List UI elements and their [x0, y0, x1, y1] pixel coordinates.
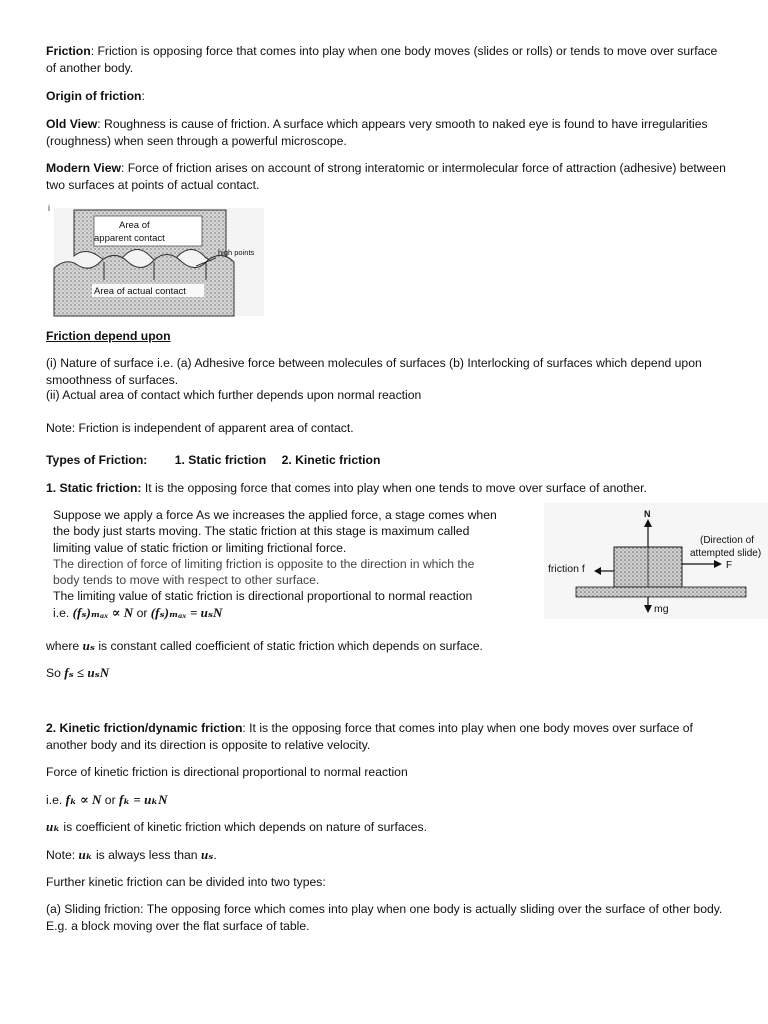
- static-formula-2: (fₛ)ₘₐₓ = uₛN: [150, 604, 223, 620]
- note-uk-pre: Note:: [46, 848, 79, 862]
- kinetic-or: or: [101, 793, 120, 807]
- static-line-1: Suppose we apply a force As we increases the applied force, a stage comes when: [53, 508, 497, 522]
- types-kinetic: 2. Kinetic friction: [281, 453, 381, 467]
- friction-definition: [46, 43, 726, 77]
- old-view-text: : Roughness is cause of friction. A surface which appears very smooth to naked eye is found to have irregularities (roughness) when seen through a powerful microscope.: [46, 117, 708, 148]
- friction-definition-text: : Friction is opposing force that comes into play when one body moves (slides or rolls) or tends to move over surface of another body.: [46, 44, 718, 75]
- contact-area-figure: [46, 200, 266, 318]
- figure-mark: i: [48, 203, 50, 213]
- uk-text: is coefficient of kinetic friction which depends on nature of surfaces.: [60, 820, 427, 834]
- static-formula-line: [53, 605, 533, 621]
- so-line: [46, 664, 726, 682]
- static-line-4: The direction of force of limiting friction is opposite to the direction in which the: [53, 556, 475, 571]
- so-pre: So: [46, 666, 65, 680]
- direction-line1: (Direction of: [700, 535, 754, 546]
- direction-line2: attempted slide): [690, 548, 762, 559]
- note-us-symbol: uₛ: [200, 847, 214, 862]
- friction-term: Friction: [46, 44, 91, 58]
- modern-view-paragraph: [46, 160, 726, 194]
- actual-contact-label: Area of actual contact: [94, 286, 186, 297]
- kinetic-proportional: Force of kinetic friction is directional proportional to normal reaction: [46, 765, 408, 779]
- where-pre: where: [46, 639, 83, 653]
- uk-symbol: uₖ: [46, 819, 61, 834]
- static-formula-1: (fₛ)ₘₐₓ ∝ N: [72, 604, 134, 620]
- modern-view-term: Modern View: [46, 161, 121, 175]
- weight-label: mg: [654, 603, 669, 615]
- origin-heading: [46, 88, 726, 105]
- origin-heading-text: Origin of friction: [46, 89, 142, 103]
- kinetic-ie: i.e.: [46, 793, 66, 807]
- kinetic-formula-1: fₖ ∝ N: [65, 792, 102, 807]
- static-friction-definition: [46, 480, 726, 497]
- apparent-contact-line2: apparent contact: [94, 233, 165, 244]
- depend-item-1: (i) Nature of surface i.e. (a) Adhesive force between molecules of surfaces (b) Interlocking of surfaces which depend upon smoothness of surfaces.: [46, 356, 702, 387]
- old-view-paragraph: [46, 116, 726, 150]
- types-static: 1. Static friction: [174, 453, 267, 467]
- static-line-5: body tends to move with respect to other surface.: [53, 573, 320, 588]
- static-inequality: fₛ ≤ uₛN: [64, 665, 110, 680]
- kinetic-text: : It is the opposing force that comes into play when one body moves over surface of another body and its direction is opposite to relative velocity.: [46, 721, 693, 752]
- static-text: It is the opposing force that comes into play when one tends to move over surface of another.: [141, 481, 647, 495]
- static-line-6: The limiting value of static friction is directional proportional to normal reaction: [53, 589, 473, 604]
- further-types: Further kinetic friction can be divided into two types:: [46, 875, 326, 889]
- note-uk-mid: is always less than: [92, 848, 201, 862]
- normal-label: N: [644, 509, 651, 519]
- static-line-3: limiting value of static friction or limiting frictional force.: [53, 540, 347, 555]
- kinetic-formula-2: fₖ = uₖN: [119, 792, 168, 807]
- kinetic-friction-definition: [46, 720, 726, 754]
- types-of-friction: [46, 452, 726, 469]
- static-heading: 1. Static friction:: [46, 481, 142, 495]
- note-uk-end: .: [213, 848, 217, 862]
- note-uk-symbol: uₖ: [78, 847, 93, 862]
- old-view-term: Old View: [46, 117, 98, 131]
- applied-force-label: F: [726, 560, 733, 571]
- static-friction-figure: [544, 503, 768, 619]
- apparent-contact-line1: Area of: [119, 220, 150, 231]
- depend-item-2: (ii) Actual area of contact which further depends upon normal reaction: [46, 388, 422, 402]
- static-line-2: the body just starts moving. The static friction at this stage is maximum called: [53, 524, 470, 539]
- kinetic-heading: 2. Kinetic friction/dynamic friction: [46, 721, 243, 735]
- where-line: [46, 637, 726, 655]
- us-symbol: uₛ: [82, 638, 95, 653]
- depend-heading-text: Friction depend upon: [46, 329, 171, 343]
- modern-view-text: : Force of friction arises on account of strong interatomic or intermolecular force of attraction (adhesive) between two surfaces at points of actual contact.: [46, 161, 726, 192]
- where-post: is constant called coefficient of static friction which depends on surface.: [94, 639, 483, 653]
- sliding-friction: (a) Sliding friction: The opposing force which comes into play when one body is actually sliding over the surface of other body. E.g. a block moving over the flat surface of table.: [46, 902, 723, 933]
- static-paragraph: [53, 507, 533, 621]
- friction-label: friction f: [548, 563, 585, 575]
- uk-line: [46, 818, 726, 836]
- static-or: or: [133, 605, 151, 620]
- kinetic-formula-line: [46, 791, 726, 809]
- high-points-label: high points: [218, 248, 255, 257]
- types-label: Types of Friction:: [46, 453, 148, 467]
- origin-heading-colon: :: [141, 89, 145, 103]
- static-ie: i.e.: [53, 605, 73, 620]
- note-apparent-area: Note: Friction is independent of apparent area of contact.: [46, 421, 354, 435]
- note-uk-line: [46, 846, 726, 864]
- depend-heading: [46, 328, 726, 345]
